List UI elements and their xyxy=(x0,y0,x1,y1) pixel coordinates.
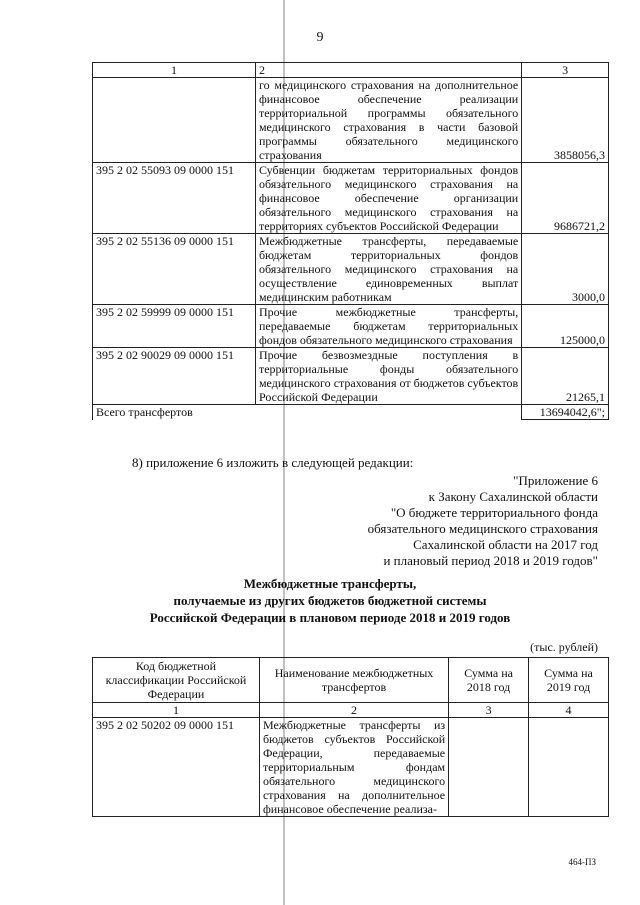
annex-line: и плановый период 2018 и 2019 годов" xyxy=(383,553,598,568)
row-2019 xyxy=(529,718,609,817)
total-label: Всего трансфертов xyxy=(93,405,522,420)
table-number-row xyxy=(93,703,609,718)
table-row xyxy=(93,163,609,234)
page-number: 9 xyxy=(316,30,324,45)
header-col-1: 1 xyxy=(93,63,256,78)
annex-line: обязательного медицинского страхования xyxy=(367,521,598,536)
row-name: Субвенции бюджетам территориальных фондов обязательного медицинского страхования на финансовое обеспечение организации обязательного медицинского страхования на территориях субъектов Российской Федерации xyxy=(255,163,521,234)
row-amount: 9686721,2 xyxy=(522,163,609,234)
head-2018: Сумма на 2018 год xyxy=(449,658,529,703)
row-code: 395 2 02 55093 09 0000 151 xyxy=(93,163,256,234)
num-col-4: 4 xyxy=(529,703,609,718)
row-name: Прочие безвозмездные поступления в территориальные фонды обязательного медицинского страхования от бюджетов субъектов Российской Федерации xyxy=(255,348,521,405)
annex-line: Сахалинской области на 2017 год xyxy=(413,537,598,552)
row-code: 395 2 02 90029 09 0000 151 xyxy=(93,348,256,405)
num-col-2: 2 xyxy=(259,703,448,718)
row-code: 395 2 02 50202 09 0000 151 xyxy=(93,718,260,817)
table-row xyxy=(93,348,609,405)
units-label: (тыс. рублей) xyxy=(530,640,598,654)
row-name: Межбюджетные трансферты, передаваемые бюджетам территориальных фондов обязательного медицинского страхования на осуществление единовременных выплат медицинским работникам xyxy=(255,234,521,305)
head-2019: Сумма на 2019 год xyxy=(529,658,609,703)
title-line: Российской Федерации в плановом периоде 2018 и 2019 годов xyxy=(149,610,511,625)
num-col-3: 3 xyxy=(449,703,529,718)
row-amount: 3000,0 xyxy=(522,234,609,305)
transfers-table-2017 xyxy=(92,62,609,420)
total-amount: 13694042,6"; xyxy=(522,405,609,420)
header-col-2: 2 xyxy=(255,63,521,78)
row-amount: 21265,1 xyxy=(522,348,609,405)
title-line: Межбюджетные трансферты, xyxy=(243,576,417,591)
head-code: Код бюджетной классификации Российской Федерации xyxy=(93,658,260,703)
total-row xyxy=(93,405,609,420)
row-code: 395 2 02 55136 09 0000 151 xyxy=(93,234,256,305)
table-row xyxy=(93,305,609,348)
table-row xyxy=(93,78,609,163)
row-2018 xyxy=(449,718,529,817)
table-row xyxy=(93,718,609,817)
document-code: 464-ПЗ xyxy=(568,857,596,867)
table-row xyxy=(93,234,609,305)
title-line: получаемые из других бюджетов бюджетной системы xyxy=(173,593,487,608)
annex-line: "Приложение 6 xyxy=(513,473,598,488)
table-header-row xyxy=(93,63,609,78)
amendment-paragraph: 8) приложение 6 изложить в следующей редакции: xyxy=(132,455,414,470)
row-code: 395 2 02 59999 09 0000 151 xyxy=(93,305,256,348)
annex-header xyxy=(368,473,598,569)
row-code xyxy=(93,78,256,163)
table-head-row xyxy=(93,658,609,703)
num-col-1: 1 xyxy=(93,703,260,718)
annex-line: к Закону Сахалинской области xyxy=(428,489,598,504)
header-col-3: 3 xyxy=(522,63,609,78)
transfers-table-2018-2019 xyxy=(92,657,609,817)
section-title xyxy=(120,575,540,626)
annex-line: "О бюджете территориального фонда xyxy=(390,505,598,520)
row-name: Межбюджетные трансферты из бюджетов субъектов Российской Федерации, передаваемые территориальным фондам обязательного медицинского страхования на дополнительное финансовое обеспечение реализа- xyxy=(259,718,448,817)
head-name: Наименование межбюджетных трансфертов xyxy=(259,658,448,703)
row-name: Прочие межбюджетные трансферты, передаваемые бюджетам территориальных фондов обязательного медицинского страхования xyxy=(255,305,521,348)
row-amount: 125000,0 xyxy=(522,305,609,348)
row-amount: 3858056,3 xyxy=(522,78,609,163)
row-name: го медицинского страхования на дополнительное финансовое обеспечение реализации территориальной программы обязательного медицинского страхования в части базовой программы обязательного медицинского страхования xyxy=(255,78,521,163)
